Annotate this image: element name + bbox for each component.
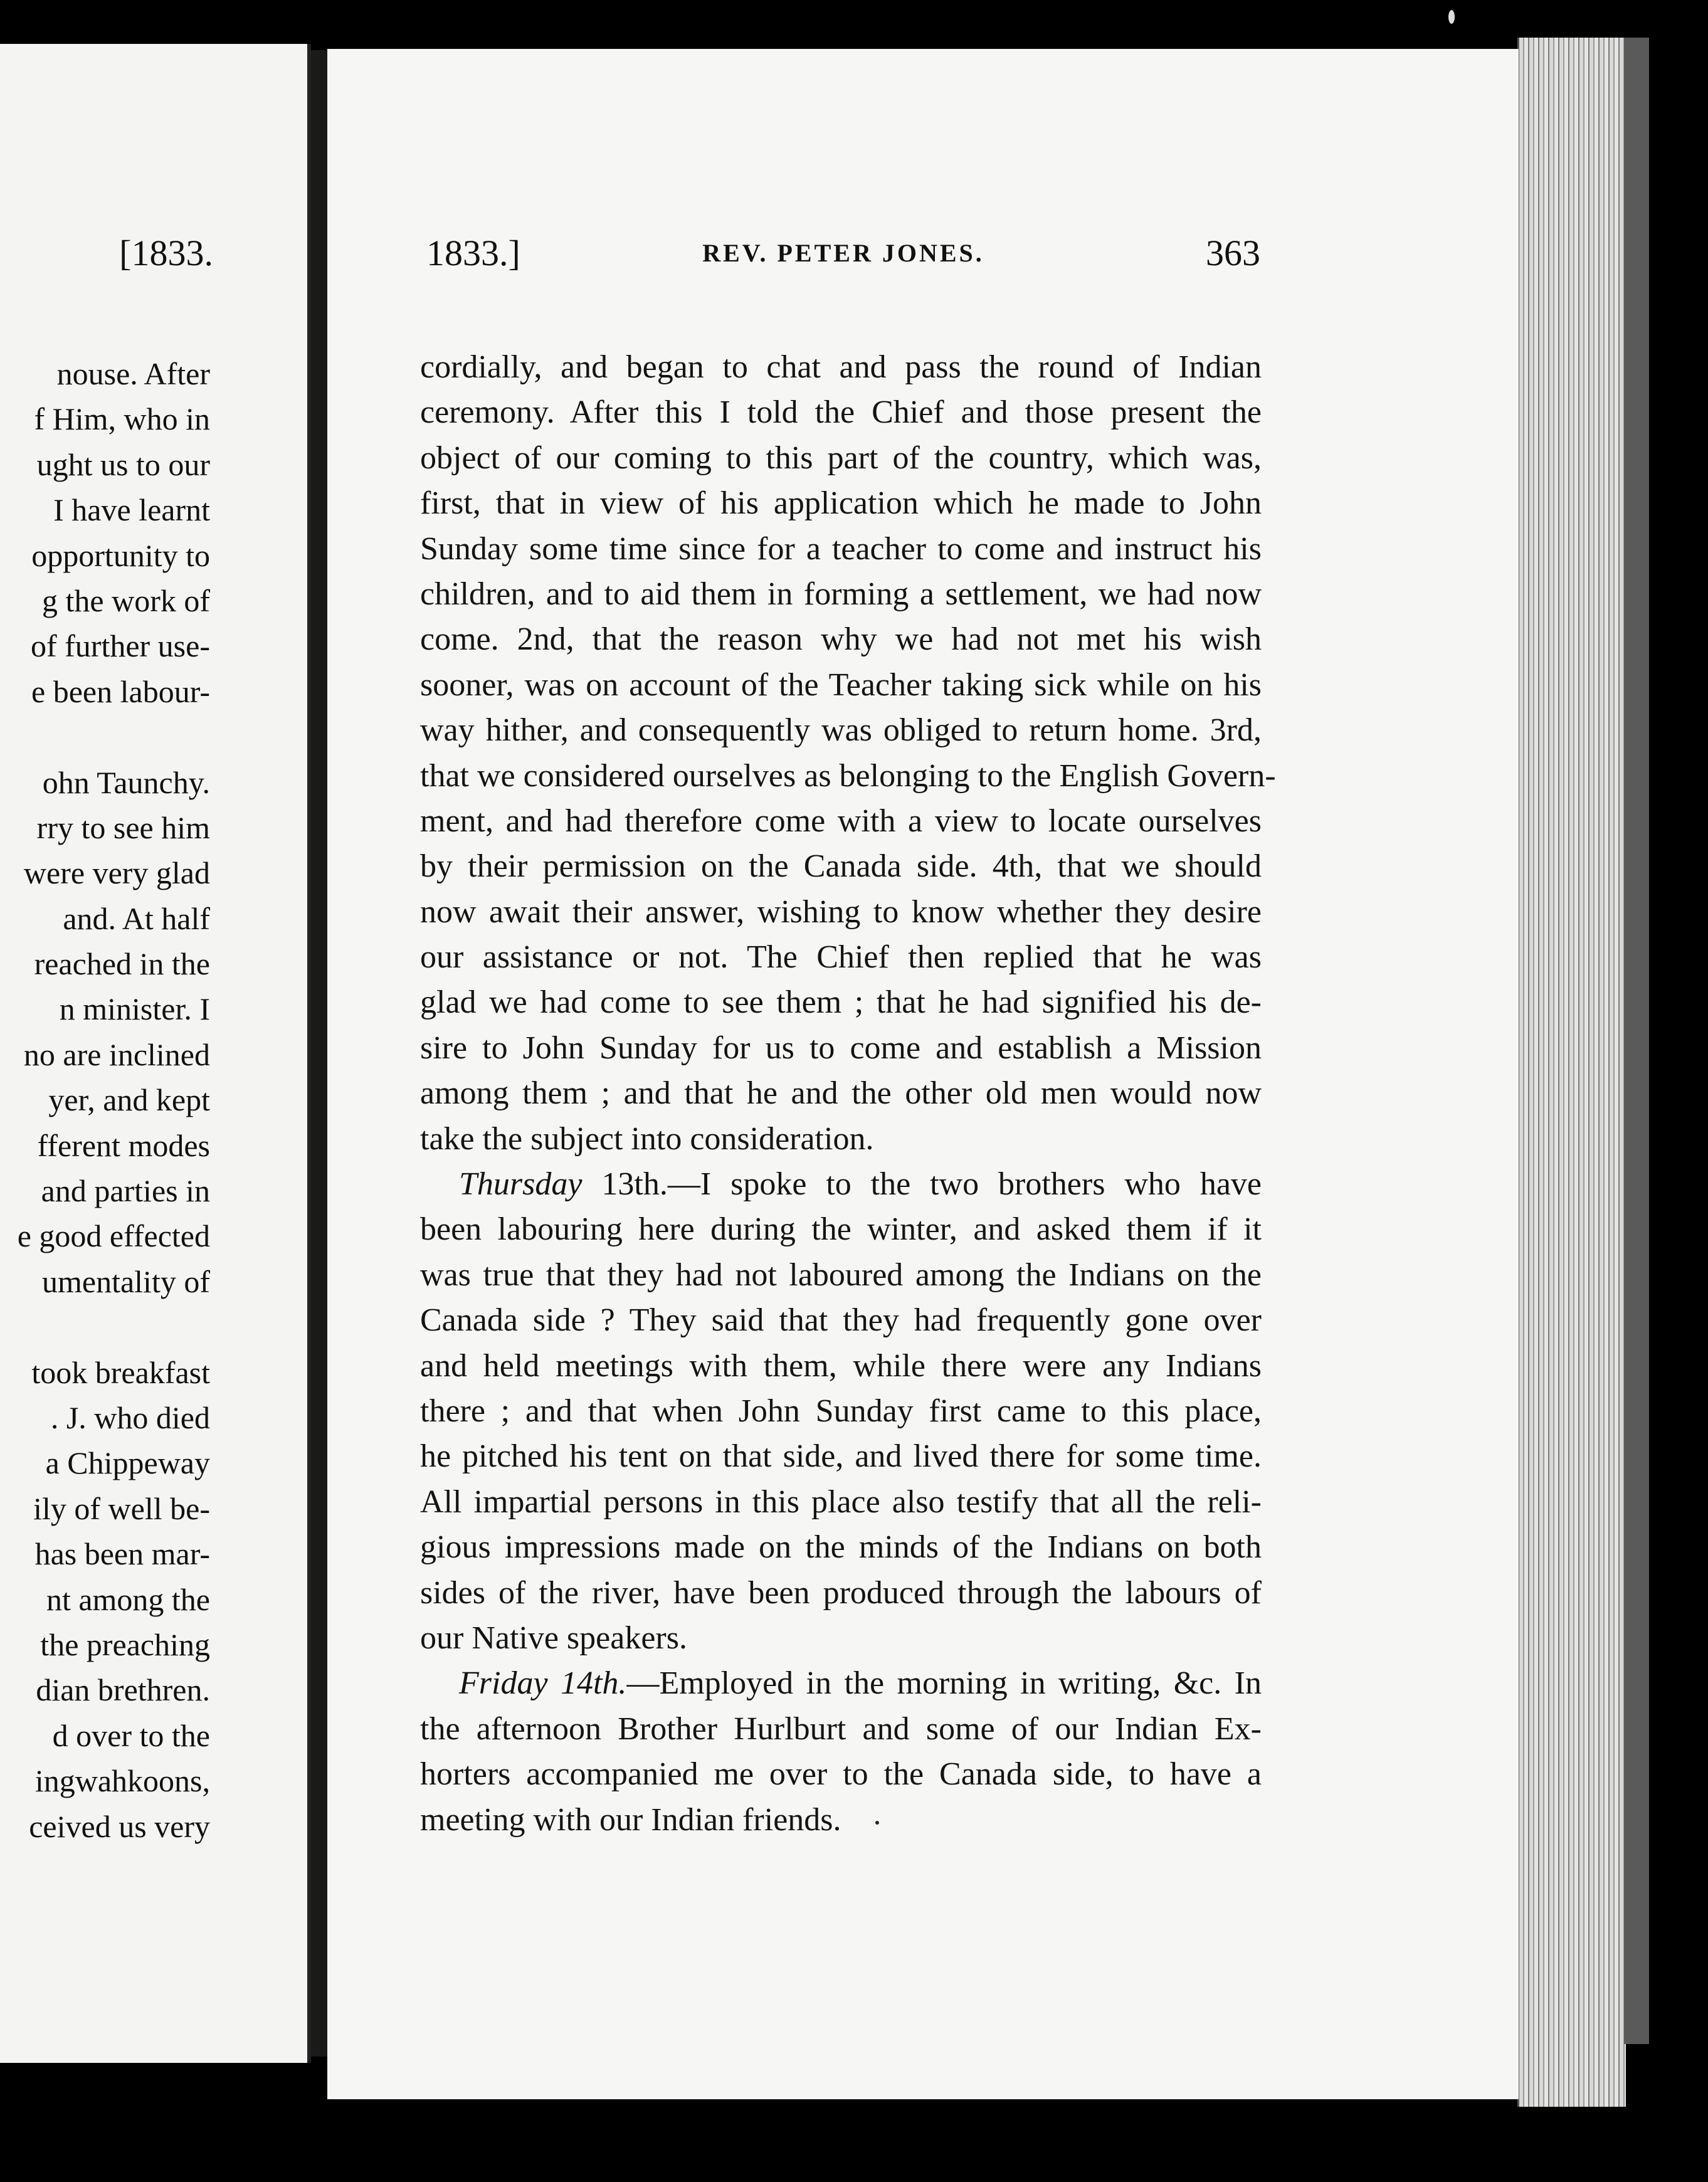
left-line: of further use-: [31, 628, 210, 664]
left-line: d over to the: [52, 1717, 210, 1753]
text-line: there ; and that when John Sunday first came to this place,: [420, 1393, 1262, 1429]
page-number: 363: [1206, 233, 1260, 273]
text-line: way hither, and consequently was obliged to return home. 3rd,: [420, 712, 1262, 749]
left-line: I have learnt: [53, 492, 210, 528]
text-line: first, that in view of his application which he made to John: [420, 485, 1262, 522]
left-line: a Chippeway: [45, 1445, 210, 1481]
text-line: sooner, was on account of the Teacher taking sick while on his: [420, 667, 1262, 703]
text-line: by their permission on the Canada side. 4th, that we should: [420, 848, 1262, 885]
text-line-lead: [420, 1162, 1262, 1207]
text-line: horters accompanied me over to the Canada side, to have a: [420, 1756, 1262, 1793]
left-line: ohn Taunchy.: [42, 764, 210, 800]
text-line: he pitched his tent on that side, and lived there for some time.: [420, 1438, 1262, 1475]
left-line: opportunity to: [31, 537, 210, 573]
left-line: no are inclined: [23, 1036, 210, 1072]
text-line: was true that they had not laboured among the Indians on the: [420, 1257, 1262, 1293]
text-line: Canada side ? They said that they had frequently gone over: [420, 1302, 1262, 1339]
left-line: g the work of: [42, 582, 210, 618]
left-line: e good effected: [17, 1218, 210, 1254]
left-line: ught us to our: [36, 446, 210, 482]
page-block-edges: [1517, 38, 1626, 2107]
left-line: . J. who died: [50, 1399, 210, 1435]
page-body: [420, 345, 1276, 1843]
left-line: the preaching: [40, 1626, 210, 1662]
left-line: yer, and kept: [48, 1082, 210, 1118]
text-line: now await their answer, wishing to know whether they desire: [420, 893, 1262, 930]
header-title: REV. PETER JONES.: [702, 239, 984, 267]
left-line: took breakfast: [31, 1354, 210, 1390]
text-line: been labouring here during the winter, and asked them if it: [420, 1211, 1262, 1248]
right-page: [327, 49, 1519, 2099]
left-page-header: [1833.: [119, 233, 213, 273]
text-line: gious impressions made on the minds of the Indians on both: [420, 1529, 1262, 1566]
text-line: All impartial persons in this place also testify that all the reli-: [420, 1484, 1262, 1520]
page-edge-shadow: [1624, 38, 1649, 2044]
text-line-lead: [420, 1661, 1262, 1706]
text-line: come. 2nd, that the reason why we had not met his wish: [420, 621, 1262, 658]
left-line: ceived us very: [29, 1808, 210, 1844]
text-line: sire to John Sunday for us to come and establish a Mission: [420, 1030, 1262, 1066]
header-year: 1833.]: [426, 233, 520, 273]
text-line: our Native speakers.: [420, 1620, 687, 1656]
text-line-rest: 13th.—I spoke to the two brothers who have: [582, 1166, 1262, 1203]
left-line: f Him, who in: [34, 401, 210, 437]
text-line: Sunday some time since for a teacher to come and instruct his: [420, 530, 1262, 567]
text-line: cordially, and began to chat and pass the round of Indian: [420, 349, 1262, 385]
text-line: meeting with our Indian friends.: [420, 1801, 841, 1838]
left-line: fferent modes: [37, 1127, 210, 1163]
left-line: ily of well be-: [33, 1490, 210, 1526]
left-line: [0, 1304, 210, 1349]
text-line-rest: —Employed in the morning in writing, &c. In: [626, 1665, 1262, 1702]
left-line: dian brethren.: [36, 1672, 210, 1708]
left-line: and. At half: [63, 900, 210, 936]
text-line: ment, and had therefore come with a view to locate ourselves: [420, 803, 1262, 839]
left-line: reached in the: [34, 946, 210, 982]
left-line: were very glad: [23, 855, 210, 891]
text-line: children, and to aid them in forming a settlement, we had now: [420, 576, 1262, 612]
text-line: sides of the river, have been produced through the labours of: [420, 1574, 1262, 1611]
left-facing-page: [0, 44, 311, 2063]
text-line: take the subject into consideration.: [420, 1120, 874, 1157]
text-line: that we considered ourselves as belonging to the English Govern-: [420, 757, 1276, 794]
left-line: and parties in: [41, 1173, 210, 1209]
date-lead-thursday: Thursday: [459, 1166, 583, 1203]
left-line: nt among the: [46, 1581, 210, 1617]
text-line: among them ; and that he and the other old men would now: [420, 1075, 1262, 1112]
left-line: rry to see him: [36, 809, 210, 845]
date-lead-suffix: 14th.: [560, 1665, 627, 1702]
text-line: object of our coming to this part of the country, which was,: [420, 440, 1262, 476]
left-line: [0, 714, 210, 759]
corner-mark: [1448, 10, 1455, 24]
left-line: umentality of: [42, 1263, 210, 1299]
date-lead-friday: Friday: [459, 1665, 548, 1702]
left-line: e been labour-: [31, 673, 210, 709]
text-line: the afternoon Brother Hurlburt and some of our Indian Ex-: [420, 1710, 1262, 1747]
left-line: has been mar-: [34, 1536, 210, 1572]
running-head: [426, 232, 1260, 282]
left-line: n minister. I: [59, 991, 210, 1027]
text-line: our assistance or not. The Chief then replied that he was: [420, 939, 1262, 976]
left-line: nouse. After: [56, 356, 210, 391]
left-page-text: [0, 351, 210, 1849]
text-line: and held meetings with them, while there were any Indians: [420, 1347, 1262, 1384]
paper-speck: [875, 1821, 879, 1825]
text-line: ceremony. After this I told the Chief and those present the: [420, 394, 1262, 431]
text-line: glad we had come to see them ; that he had signified his de-: [420, 984, 1262, 1021]
left-line: ingwahkoons,: [34, 1763, 210, 1799]
